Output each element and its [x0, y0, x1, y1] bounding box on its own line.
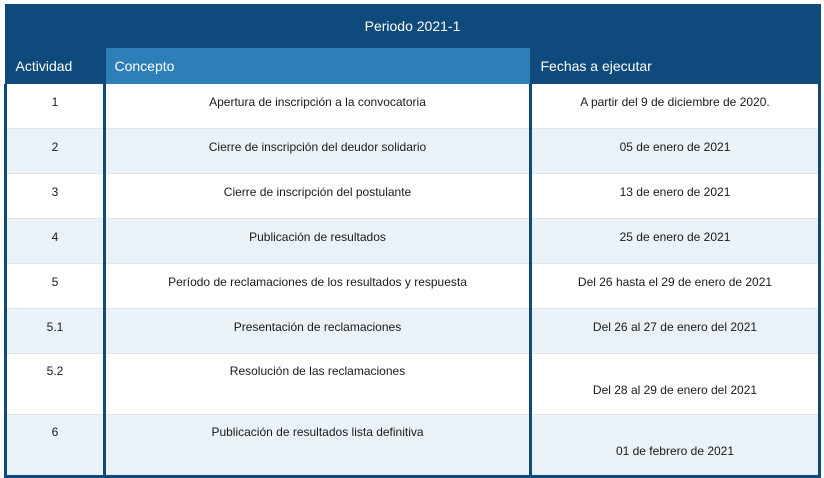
cell-concepto: Presentación de reclamaciones	[105, 309, 531, 354]
table-row	[6, 174, 820, 219]
cell-actividad: 3	[6, 174, 105, 219]
cell-actividad: 5	[6, 264, 105, 309]
cell-concepto: Apertura de inscripción a la convocatoria	[105, 84, 531, 129]
cell-actividad: 2	[6, 129, 105, 174]
column-header-concepto: Concepto	[105, 47, 531, 84]
table-title: Periodo 2021-1	[6, 5, 820, 47]
cell-concepto: Cierre de inscripción del postulante	[105, 174, 531, 219]
cell-concepto: Publicación de resultados	[105, 219, 531, 264]
cell-concepto: Período de reclamaciones de los resultados y respuesta	[105, 264, 531, 309]
cell-fecha: 05 de enero de 2021	[531, 129, 820, 174]
schedule-table	[4, 4, 821, 478]
cell-concepto: Cierre de inscripción del deudor solidario	[105, 129, 531, 174]
cell-actividad: 6	[6, 415, 105, 477]
cell-fecha: Del 28 al 29 de enero del 2021	[531, 354, 820, 415]
cell-actividad: 4	[6, 219, 105, 264]
table-row	[6, 129, 820, 174]
cell-fecha: Del 26 al 27 de enero del 2021	[531, 309, 820, 354]
cell-actividad: 1	[6, 84, 105, 129]
cell-actividad: 5.2	[6, 354, 105, 415]
cell-fecha: A partir del 9 de diciembre de 2020.	[531, 84, 820, 129]
cell-concepto: Publicación de resultados lista definitiva	[105, 415, 531, 477]
cell-fecha: 25 de enero de 2021	[531, 219, 820, 264]
cell-fecha: 13 de enero de 2021	[531, 174, 820, 219]
column-header-actividad: Actividad	[6, 47, 105, 84]
table-row	[6, 354, 820, 415]
table-row	[6, 84, 820, 129]
schedule-table-container	[4, 4, 818, 478]
cell-fecha: Del 26 hasta el 29 de enero de 2021	[531, 264, 820, 309]
cell-concepto: Resolución de las reclamaciones	[105, 354, 531, 415]
table-row	[6, 264, 820, 309]
column-header-fechas: Fechas a ejecutar	[531, 47, 820, 84]
table-title-row	[6, 5, 820, 47]
cell-actividad: 5.1	[6, 309, 105, 354]
table-row	[6, 309, 820, 354]
table-row	[6, 415, 820, 477]
table-row	[6, 219, 820, 264]
table-header-row	[6, 47, 820, 84]
cell-fecha: 01 de febrero de 2021	[531, 415, 820, 477]
